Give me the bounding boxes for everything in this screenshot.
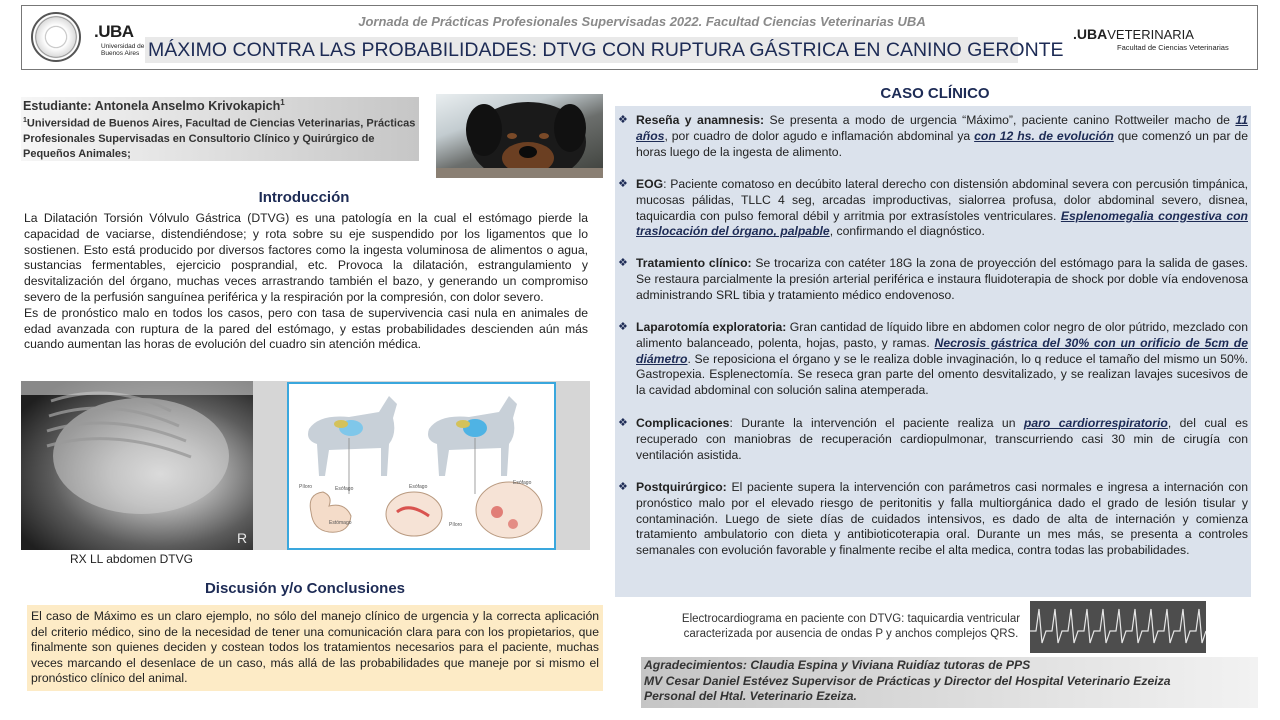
affiliation-sup: 1 — [23, 117, 27, 125]
case-item-laparotomia — [618, 320, 1248, 399]
case-item-eog — [618, 177, 1248, 240]
diagram-label-4: Esófago — [409, 484, 428, 490]
diamond-bullet-icon: ❖ — [618, 178, 628, 190]
diagram-label-2: Esófago — [335, 486, 354, 492]
tratamiento-label: Tratamiento clínico: — [636, 256, 752, 270]
xray-side-marker: R — [237, 530, 248, 546]
intro-text — [24, 211, 588, 353]
xray-image — [21, 381, 253, 550]
diamond-bullet-icon: ❖ — [618, 114, 628, 126]
poster-title: MÁXIMO CONTRA LAS PROBABILIDADES: DTVG CON RUPTURA GÁSTRICA EN CANINO GERONTE — [145, 37, 1018, 63]
resena-highlight-evolution: con 12 hs. de evolución — [974, 128, 1114, 143]
postquirurgico-text: El paciente supera la intervención con parámetros casi normales e ingresa a internación con pronóstico malo por el elevado riesgo de peritonitis y falla multiorgánica dado el grado de lesión tisular y contaminación. Luego de siete días de cuidados intensivos, es dado de alta de internación y comienza tratamiento ambulatorio con dieta y antibioticoterapia oral. Durante un mes más, se presenta a controles semanales con evolución favorable y finalmente recibe el alta medica, contra todas las probabilidades. — [636, 480, 1248, 558]
intro-paragraph-2: Es de pronóstico malo en todos los casos, pero con tasa de supervivencia casi nula en animales de edad avanzada con ruptura de la pared del estómago, y estas probabilidades descienden aún más cuando aumentan las horas de evolución del cuadro sin atención médica. — [24, 305, 588, 352]
uba-logo-subtitle: Universidad de Buenos Aires — [101, 43, 145, 57]
uba-logo — [28, 10, 148, 66]
resena-text-3: que comenzó un par de horas luego de la ingesta de alimento. — [636, 128, 1248, 159]
uba-vet-mark: .UBA — [1073, 26, 1108, 42]
resena-text-2: , por cuadro de dolor agudo e inflamación abdominal ya — [664, 128, 975, 143]
complicaciones-text-2: , del cual es recuperado con maniobras de recuperación cardiopulmonar, transcurriendo casi 30 min de cirugía con ventilación asistida. — [636, 416, 1248, 462]
uba-veterinaria-logo — [1073, 26, 1248, 56]
case-item-complicaciones — [618, 416, 1248, 463]
clinical-case-panel — [615, 106, 1251, 597]
resena-highlight-age: 11 años — [636, 113, 1248, 143]
laparotomia-text-1: Gran cantidad de líquido libre en abdomen color negro de olor pútrido, mezclado con alimento balanceado, polenta, hojas, pasto, y ramas. — [636, 320, 1248, 350]
student-affiliation: Universidad de Buenos Aires, Facultad de Ciencias Veterinarias, Prácticas Profesionales Supervisadas en Consultorio Clínico y Quirúrgico de Pequeños Animales; — [23, 117, 416, 160]
ack-line-3: Personal del Htal. Veterinario Ezeiza. — [644, 689, 857, 703]
intro-heading: Introducción — [258, 189, 350, 206]
case-item-tratamiento — [618, 256, 1248, 303]
dtvg-diagram — [287, 382, 556, 550]
student-name-sup: 1 — [280, 98, 285, 107]
eog-label: EOG — [636, 177, 664, 191]
uba-vet-subtitle: Facultad de Ciencias Veterinarias — [1117, 43, 1229, 52]
eog-text-1: : Paciente comatoso en decúbito lateral derecho con distensión abdominal severa con percusión timpánica, mucosas pálidas, TLLC 4 seg, arcadas improductivas, sialorrea profusa, dolor abdominal severo, disnea, taquicardia con pulso femoral débil y arritmia por extrasístoles ventriculares. — [636, 177, 1248, 223]
complicaciones-highlight: paro cardiorrespiratorio — [1023, 416, 1168, 430]
discussion-text: El caso de Máximo es un claro ejemplo, no sólo del manejo clínico de urgencia y la correcta aplicación del criterio médico, sino de la necesidad de tener una comunicación clara para con los propietarios, que finalmente son quienes deciden y costean todos los tratamientos necesarios para el paciente, muchas veces marcando el desenlace de un caso, más allá de las probabilidades que maneje por si mismo el pronóstico clínico del animal. — [27, 605, 603, 691]
laparotomia-label: Laparotomía exploratoria: — [636, 320, 787, 334]
laparotomia-highlight: Necrosis gástrica del 30% con un orificio de 5cm de diámetro — [636, 335, 1248, 366]
intro-paragraph-1: La Dilatación Torsión Vólvulo Gástrica (DTVG) es una patología en la cual el estómago pierde la capacidad de vaciarse, distendiéndose; y rota sobre su eje suspendido por los ligamentos que lo sostienen. Esto está producido por diversos factores como la ingesta voluminosa de alimentos o agua, sustancias fermentables, ejercicio posprandial, etc. Provoca la dilatación, estrangulamiento y desvitalización del órgano, muchas veces arrastrando también el bazo, y generando un compromiso severo de la perfusión sanguínea periférica y la respiración por la compresión, con dolor severo. — [24, 211, 588, 304]
complicaciones-label: Complicaciones — [636, 416, 730, 430]
case-item-resena — [618, 113, 1248, 160]
xray-caption: RX LL abdomen DTVG — [70, 552, 193, 566]
student-name: Estudiante: Antonela Anselmo Krivokapich — [23, 99, 281, 114]
diagram-label-6: Esófago — [513, 480, 532, 486]
resena-text-1: Se presenta a modo de urgencia “Máximo”, paciente canino Rottweiler macho de — [764, 113, 1236, 127]
case-item-postquirurgico — [618, 480, 1248, 559]
diamond-bullet-icon: ❖ — [618, 417, 628, 429]
student-info — [21, 97, 419, 161]
tratamiento-text: Se trocariza con catéter 18G la zona de proyección del estómago para la salida de gases. Se restaura parcialmente la presión arterial periférica e instaura fluidoterapia de shock por doble vía endovenosa administrando SRL tibia y tratamiento médico endovenoso. — [636, 256, 1248, 302]
diagram-label-3: Estómago — [329, 520, 352, 526]
uba-vet-name: VETERINARIA — [1107, 27, 1194, 42]
rottweiler-photo — [436, 94, 603, 178]
uba-logo-mark: .UBA — [94, 22, 134, 41]
diagram-label-5: Píloro — [449, 522, 463, 528]
resena-label: Reseña y anamnesis: — [636, 113, 765, 127]
laparotomia-text-2: . Se reposiciona el órgano y se le realiza doble invaginación, lo q reduce el tamaño del mismo un 50%. Gastropexia. Esplenectomía. Se reseca gran parte del omento desvitalizado, y se realizan lavajes sucesivos de la cavidad abdominal con solución salina atemperada. — [636, 351, 1248, 398]
acknowledgements — [641, 657, 1258, 708]
eog-highlight: Esplenomegalia congestiva con traslocación del órgano, palpable — [636, 208, 1248, 239]
event-title: Jornada de Prácticas Profesionales Supervisadas 2022. Facultad Ciencias Veterinarias UBA — [358, 14, 926, 29]
complicaciones-text-1: : Durante la intervención el paciente realiza un — [729, 416, 1024, 430]
diagram-label-1: Píloro — [299, 484, 313, 490]
ecg-image — [1030, 601, 1206, 653]
diamond-bullet-icon: ❖ — [618, 257, 628, 269]
diamond-bullet-icon: ❖ — [618, 481, 628, 493]
postquirurgico-label: Postquirúrgico: — [636, 480, 727, 494]
university-seal-icon — [31, 12, 81, 62]
case-heading: CASO CLÍNICO — [880, 85, 990, 102]
discussion-heading: Discusión y/o Conclusiones — [204, 580, 406, 597]
ack-line-1: Agradecimientos: Claudia Espina y Viviana Ruidíaz tutoras de PPS — [644, 658, 1031, 672]
poster-header — [21, 5, 1258, 70]
eog-text-2: , confirmando el diagnóstico. — [829, 224, 985, 239]
diamond-bullet-icon: ❖ — [618, 321, 628, 333]
ecg-caption: Electrocardiograma en paciente con DTVG: taquicardia ventricular caracterizada por ausencia de ondas P y anchos complejos QRS. — [681, 613, 1021, 640]
ack-line-2: MV Cesar Daniel Estévez Supervisor de Prácticas y Director del Hospital Veterinario Ezeiza — [644, 673, 1171, 688]
